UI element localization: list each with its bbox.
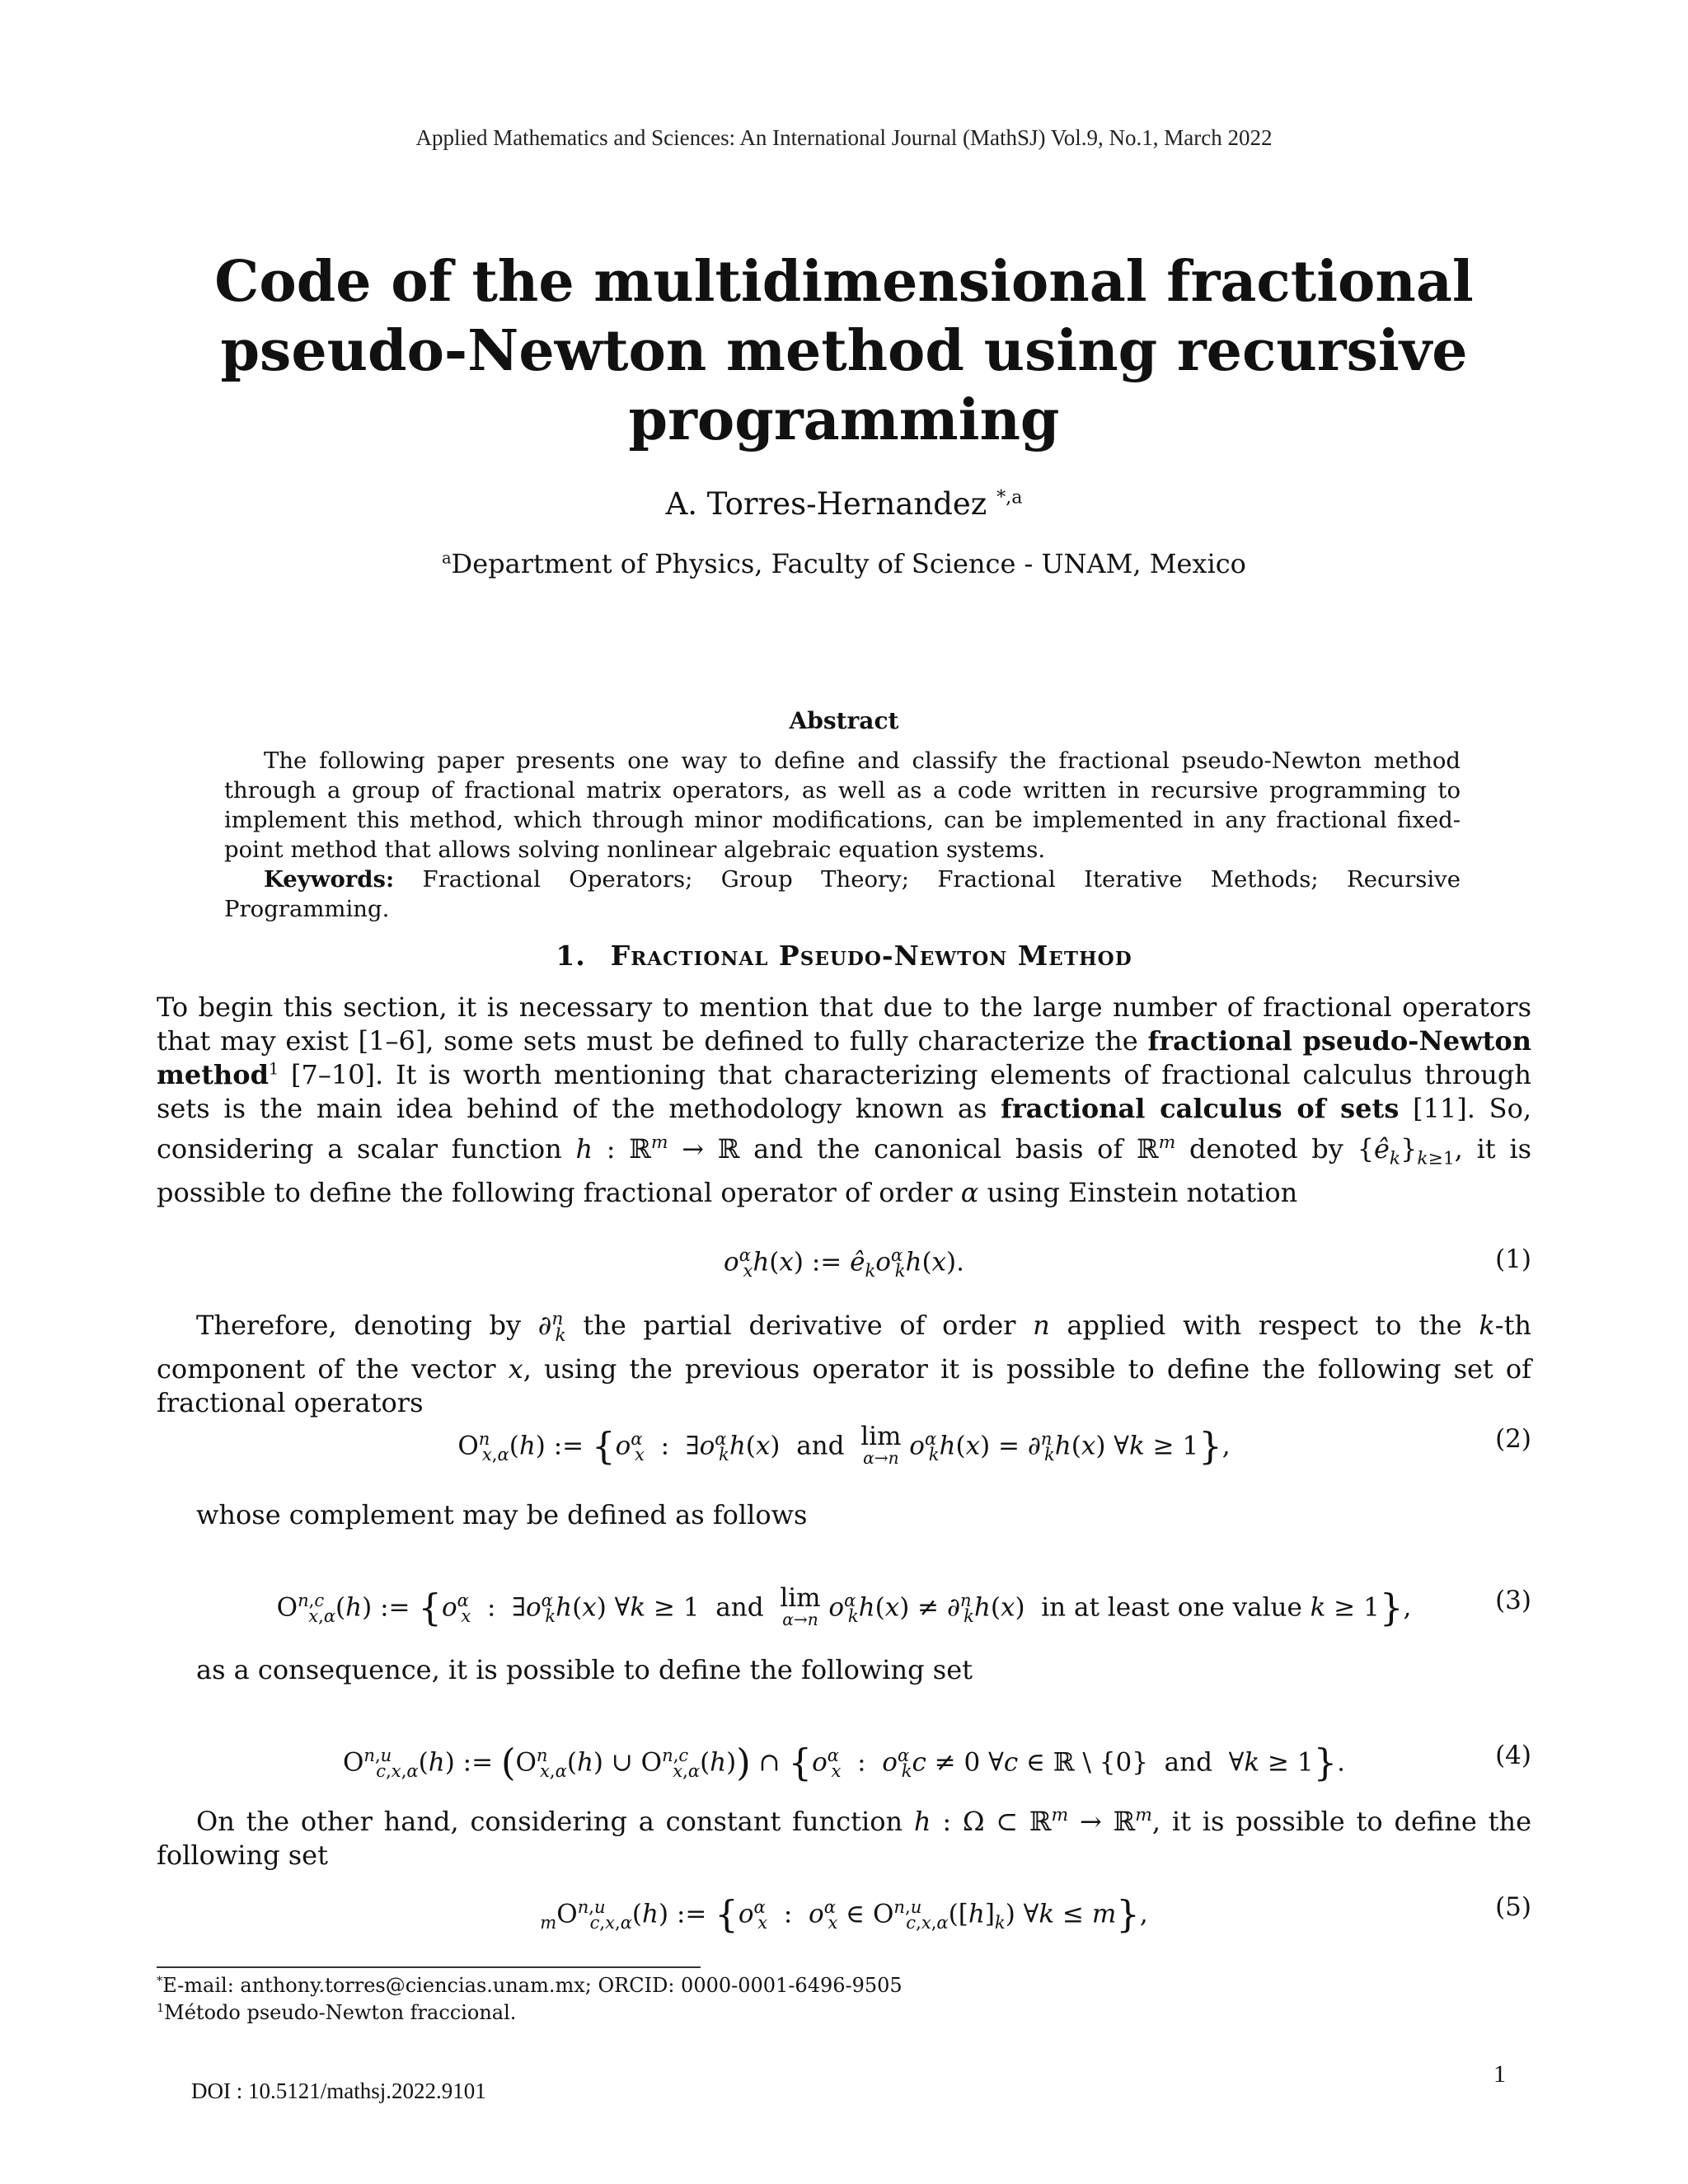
- p1-text-e: denoted by: [1175, 1132, 1357, 1165]
- math-partial: ∂$^n_k$: [537, 1309, 566, 1346]
- eq2-and: and: [796, 1431, 845, 1461]
- abstract-text: The following paper presents one way to define and classify the fractional pseudo-Newton method through a group of fractional matrix operators, as well as a code written in recursive programming to implement this method, which through minor modifications, can be implemented in any fractional fixed-point method that allows solving nonlinear algebraic equation systems.: [224, 748, 1461, 863]
- equation-2-number: (2): [1495, 1424, 1531, 1454]
- affiliation-mark: a: [442, 548, 452, 568]
- footnote-1-text: Método pseudo-Newton fraccional.: [164, 2001, 517, 2024]
- equation-3: [157, 1583, 1531, 1635]
- footnote-ref-1: 1: [268, 1059, 279, 1079]
- running-header: Applied Mathematics and Sciences: An International Journal (MathSJ) Vol.9, No.1, March 2022: [415, 125, 1273, 150]
- footnote-rule: [157, 1966, 701, 1968]
- eq3-tail-text: in at least one value: [1041, 1592, 1302, 1623]
- abstract-body: [224, 746, 1461, 924]
- p2-text-b: the partial derivative of order: [565, 1309, 1034, 1341]
- equation-4-body: O$^{n,u}_{c,x,\alpha}$(h) := ($O^n_{x,\alpha}(h)$ ∪ O$^{n,c}_{x,\alpha}$(h)) ∩ {$o^\alpha_x$ : $o^\alpha_kc \ne 0$ ∀c ∈ ℝ \ {0} and ∀k ≥ 1}.: [342, 1741, 1346, 1784]
- equation-5: [157, 1892, 1531, 1942]
- p1-text-f: , it is possible to define the following fractional operator of order: [157, 1132, 1532, 1208]
- keywords-text: Fractional Operators; Group Theory; Fractional Iterative Methods; Recursive Programming.: [224, 866, 1461, 922]
- footnote-1-mark: 1: [157, 2002, 165, 2015]
- equation-3-number: (3): [1495, 1586, 1531, 1615]
- eq4-and: and: [1164, 1747, 1212, 1778]
- equation-1: [157, 1244, 1531, 1294]
- affiliation-text: Department of Physics, Faculty of Science - UNAM, Mexico: [451, 548, 1246, 579]
- footnotes: [157, 1972, 903, 2027]
- footnote-email: [157, 1972, 903, 1999]
- keywords-label: Keywords:: [264, 866, 395, 893]
- equation-4: [157, 1741, 1531, 1790]
- p3-text: whose complement may be defined as follows: [196, 1499, 808, 1530]
- author-line: [0, 486, 1688, 522]
- page-number: 1: [1493, 2060, 1506, 2088]
- footer-doi: DOI : 10.5121/mathsj.2022.9101: [191, 2079, 486, 2103]
- math-basis: $\{ê_k\}_{k\ge 1}$: [1357, 1132, 1455, 1169]
- footnote-email-text: E-mail: anthony.torres@ciencias.unam.mx; ORCID: 0000-0001-6496-9505: [162, 1974, 903, 1997]
- p4-text: as a consequence, it is possible to define the following set: [196, 1654, 973, 1685]
- paragraph-consequence: [157, 1653, 1531, 1687]
- paragraph-derivative: Therefore, denoting by ∂$^n_k$ the partial derivative of order n applied with respect to the k-th component of the vector x, using the previous operator it is possible to define the following set of fractional operators: [157, 1309, 1532, 1418]
- keywords: [224, 865, 1461, 924]
- p2-text-e: , using the previous operator it is possible to define the following set of fractional operators: [157, 1352, 1532, 1418]
- equation-1-number: (1): [1495, 1244, 1531, 1274]
- section-heading: [0, 940, 1688, 972]
- paragraph-constant-function: On the other hand, considering a constant function h : Ω ⊂ ℝ$^m$ → ℝ$^m$, it is possible to define the following set: [157, 1805, 1532, 1871]
- equation-4-number: (4): [1495, 1741, 1531, 1770]
- p1-bold-term-1: fractional pseudo-Newton method: [157, 1025, 1532, 1090]
- abstract-heading: Abstract: [789, 707, 899, 734]
- p5-text-a: On the other hand, considering a constant function: [196, 1805, 914, 1837]
- equation-5-body: $_mO^{n,u}_{c,x,\alpha}(h)$ := {$o^\alpha_x$ : $o^\alpha_x$ ∈ $O^{n,u}_{c,x,\alpha}([h]_k)$ ∀k ≤ m},: [540, 1892, 1148, 1936]
- footnote-star-mark: *: [157, 1975, 163, 1988]
- math-alpha: α: [960, 1176, 979, 1208]
- p2-text-d: -th component of the vector: [157, 1309, 1532, 1385]
- p2-text-a: Therefore, denoting by: [196, 1309, 538, 1341]
- equation-3-body: O$^{n,c}_{x,\alpha}$(h) := {$o^\alpha_x$ : $\exists o^\alpha_kh(x)$ ∀k ≥ 1 and lim α→n $o^\alpha_kh(x) \ne \partial^n_kh(x)$ in at least one value k ≥ 1},: [276, 1583, 1412, 1629]
- p1-text-g: using Einstein notation: [978, 1176, 1298, 1208]
- math-scalar-function: h: [575, 1132, 593, 1165]
- equation-5-number: (5): [1495, 1892, 1531, 1922]
- affiliation: [0, 548, 1688, 579]
- p1-text-a: To begin this section, it is necessary to mention that due to the large number of fractional operators that may exist [1–6], some sets must be defined to fully characterize the: [157, 991, 1531, 1057]
- equation-1-body: $o^\alpha_xh(x)$ := $ê_ko^\alpha_kh(x)$.: [724, 1244, 964, 1281]
- equation-2-body: $O^n_{x,\alpha}(h)$ := {$o^\alpha_x$ : $\exists o^\alpha_kh(x)$ and lim α→n $o^\alpha_kh(x) = \partial^n_kh(x)$ ∀k ≥ 1},: [457, 1422, 1231, 1468]
- footnote-1: [157, 1999, 903, 2027]
- paragraph-complement: [157, 1498, 1531, 1532]
- p1-text-d: and the canonical basis of: [739, 1132, 1137, 1165]
- p1-bold-term-2: fractional calculus of sets: [1001, 1093, 1400, 1124]
- p5-text-b: , it is possible to define the following set: [157, 1805, 1532, 1871]
- paragraph-intro: To begin this section, it is necessary to mention that due to the large number of fractional operators that may exist [1–6], some sets must be defined to fully characterize the fractional pseudo-Newton method$^1$ [7–10]. It is worth mentioning that characterizing elements of fractional calculus through sets is the main idea behind of the methodology known as fractional calculus of sets [11]. So, considering a scalar function h : ℝ$^m$ → ℝ and the canonical basis of ℝ$^m$ denoted by $\{ê_k\}_{k\ge 1}$, it is possible to define the following fractional operator of order α using Einstein notation: [157, 991, 1532, 1208]
- paper-title: Code of the multidimensional fractional pseudo-Newton method using recursive programming: [214, 249, 1474, 453]
- author-name: A. Torres-Hernandez: [665, 486, 987, 522]
- p1-text-c: [11]. So, considering a scalar function: [157, 1093, 1532, 1165]
- author-marks: *,a: [996, 486, 1023, 509]
- section-number: 1.: [556, 940, 586, 972]
- section-title: Fractional Pseudo-Newton Method: [610, 940, 1132, 972]
- equation-2: [157, 1424, 1531, 1474]
- p1-text-b: [7–10]. It is worth mentioning that characterizing elements of fractional calculus through sets is the main idea behind of the methodology known as: [157, 1059, 1531, 1124]
- p2-text-c: applied with respect to the: [1049, 1309, 1479, 1341]
- eq3-and: and: [715, 1592, 764, 1623]
